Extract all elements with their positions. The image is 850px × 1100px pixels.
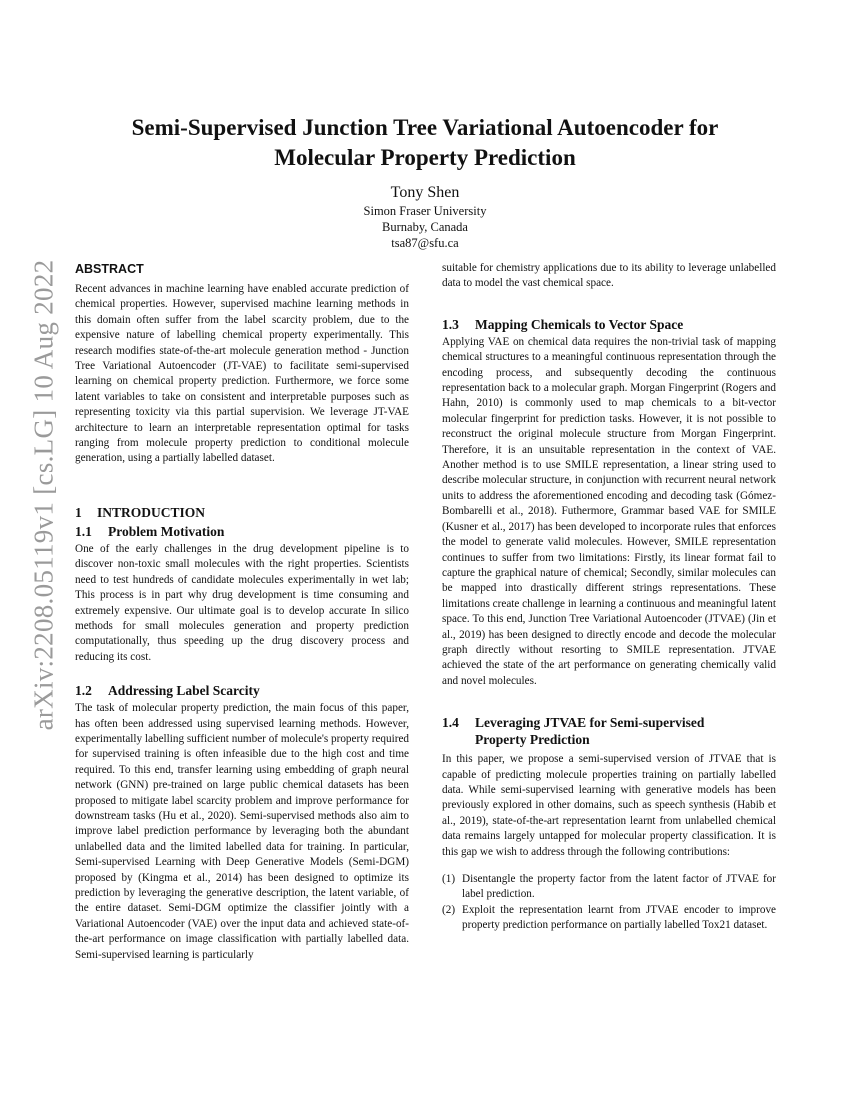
subsection-1-2-text-continued: suitable for chemistry applications due to its ability to leverage unlabelled data to model the vast chemical space. [442,262,776,290]
author-affiliation: Simon Fraser University [363,204,487,218]
left-column [75,261,409,963]
subsection-1-2-text: The task of molecular property prediction, the main focus of this paper, has often been addressed using supervised learning methods. However, experimentally labelling sufficient number of molecule's property required for supervised training is often infeasible due to the high cost and time required. To this end, transfer learning using embedding of graph neural network (GNN) pre-trained on large public chemical datasets has been proposed to mitigate label scarcity problem and improve performance for downstream tasks (Hu et al., 2020). Semi-supervised methods also aim to improve label prediction performance by leveraging both the abundant unlabelled data and the limited labelled data for training. In particular, Semi-supervised Learning with Deep Generative Models (Semi-DGM) proposed by (Kingma et al., 2014) has been designed to optimize its prediction by leveraging the generative description, the latent variable, of the entire dataset. Semi-DGM optimize the classifier jointly with a Variational Autoencoder (VAE) over the input data and achieved state-of-the-art performance on image classification with partially labelled data. Semi-supervised learning is particularly [75,702,409,961]
title-line-1: Semi-Supervised Junction Tree Variational Autoencoder for [131,115,719,140]
subsection-1-4-heading [442,714,776,748]
contribution-marker: (2) [442,903,456,916]
author-block [225,183,625,251]
subsection-number: 1.4 [442,715,459,731]
subsection-1-1-heading [75,523,409,540]
subsection-title: Addressing Label Scarcity [108,683,260,699]
subsection-1-4-text: In this paper, we propose a semi-supervised version of JTVAE that is capable of predicting molecule properties training on partially labelled data. While semi-supervised learning with generative models has been previously explored in other domains, such as speech synthesis (Habib et al., 2019), state-of-the-art representation learnt from unlabelled chemical data remains largely untapped for molecular property classification. It is this gap we wish to address through the following contributions: [442,753,776,858]
arxiv-stamp [24,259,64,731]
right-column [442,261,776,934]
arxiv-stamp-text: arXiv:2208.05119v1 [cs.LG] 10 Aug 2022 [28,259,59,731]
abstract-text: Recent advances in machine learning have enabled accurate prediction of chemical properties. However, supervised machine learning methods in this domain often suffer from the label scarcity problem, due to the expensive nature of labelling chemical property experimentally. This research modifies state-of-the-art molecule generation method - Junction Tree Variational Autoencoder (JT-VAE) to facilitate semi-supervised learning on chemical property prediction. Furthermore, we force some latent variables to take on consistent and interpretable purposes such as representing toxicity via this partial supervision. We leverage JT-VAE architecture to learn an interpretable representation optimal for tasks ranging from molecule property prediction to conditional molecule generation, using a partially labelled dataset. [75,283,409,465]
contribution-item [442,903,776,934]
section-title: INTRODUCTION [97,504,206,520]
subsection-title-line-1: Leveraging JTVAE for Semi-supervised [475,715,705,731]
author-email: tsa87@sfu.ca [391,236,459,250]
subsection-number: 1.2 [75,683,92,699]
contribution-marker: (1) [442,873,456,885]
section-introduction-heading [75,504,409,521]
subsection-1-1-text: One of the early challenges in the drug development pipeline is to discover non-toxic small molecules with the right properties. Scientists need to test hundreds of candidate molecules experimentally in wet lab; This process is in part why drug development is time consuming and extremely expensive. Our ultimate goal is to develop accurate In silico methods for small molecules generation and property prediction computationally, thus speeding up the drug discovery process and reducing its cost. [75,542,409,663]
subsection-title [475,714,776,748]
contributions-list [442,872,776,934]
section-number: 1 [75,504,82,520]
subsection-title-line-2: Property Prediction [475,732,590,748]
contribution-item [442,872,776,903]
author-location: Burnaby, Canada [382,220,468,234]
title-line-2: Molecular Property Prediction [274,145,576,170]
abstract-heading: ABSTRACT [75,262,144,276]
subsection-1-3-text: Applying VAE on chemical data requires the non-trivial task of mapping chemical structures to a meaningful continuous representation through the encoding process, and subsequently decoding the continuous representation back to a molecular graph. Morgan Fingerprint (Rogers and Hahn, 2010) is commonly used to map chemicals to a bit-vector molecular fingerprint for prediction tasks. However, it is not possible to reconstruct the original molecule structure from Morgan Fingerprint. Therefore, it is an unsuitable representation in the context of VAE. Another method is to use SMILE representation, a linear string used to describe molecular structure, in conjunction with recurrent neural network units to address the aforementioned encoding and decoding task (Gómez-Bombarelli et al., 2018). Futhermore, Grammar based VAE for SMILE (Kusner et al., 2017) has been developed to incorporate rules that enforces the model to generate valid molecules. However, SMILE representation continues to suffer from two limitations: Firstly, its linear format fail to capture the graphical nature of chemical; Secondly, similar molecules can be mapped into drastically different strings representations. These limitations create challenge in learning a continuous and meaningful latent space. To this end, Junction Tree Variational Autoencoder (JTVAE) (Jin et al., 2019) has been designed to directly encode and decode the molecular graph directly without resorting to SMILE representation. JTVAE achieved the state of the art performance on generating chemically valid and novel molecules. [442,335,776,687]
subsection-1-2-heading [75,682,409,699]
author-name: Tony Shen [390,184,460,201]
subsection-number: 1.3 [442,316,459,332]
subsection-title: Problem Motivation [108,523,225,539]
contribution-text: Exploit the representation learnt from JTVAE encoder to improve property prediction performance on partially labelled Tox21 dataset. [462,903,776,932]
subsection-number: 1.1 [75,523,92,539]
subsection-1-3-heading [442,316,776,333]
paper-title [60,113,790,173]
contribution-text: Disentangle the property factor from the latent factor of JTVAE for label prediction. [462,873,776,901]
subsection-title: Mapping Chemicals to Vector Space [475,316,684,332]
